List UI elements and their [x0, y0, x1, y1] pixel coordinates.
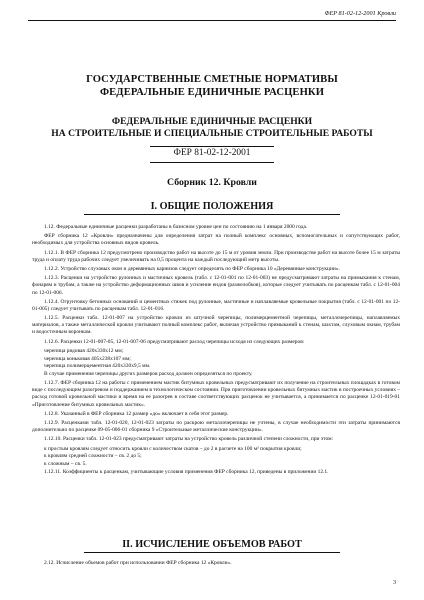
document-code: ФЕР 81-02-12-2001: [173, 148, 251, 158]
title-line-1: ГОСУДАРСТВЕННЫЕ СМЕТНЫЕ НОРМАТИВЫ: [86, 74, 338, 85]
section-1-rule: [84, 214, 340, 215]
complexity-item: к кровлям средней сложности – св. 2 до 5;: [44, 453, 142, 460]
section-1-body: [32, 224, 400, 478]
paragraph: 1.12.10. Расценки табл. 12-01-023 предусматривают затраты на устройство кровель различной степени сложности, при этом:: [44, 436, 334, 443]
section-1-heading: I. ОБЩИЕ ПОЛОЖЕНИЯ: [150, 201, 274, 212]
paragraph: 1.12.11. Коэффициенты к расценкам, учитывающие условия применения ФЕР сборника 12, приведены в приложении 12.1.: [44, 468, 329, 475]
title-line-3: ФЕДЕРАЛЬНЫЕ ЕДИНИЧНЫЕ РАСЦЕНКИ: [111, 116, 313, 127]
paragraph: 1.12.2. Устройство слуховых окон и деревянных карнизов следует определять по ФЕР сборника 10 «Деревянные конструкции».: [44, 266, 340, 273]
title-line-2: ФЕДЕРАЛЬНЫЕ ЕДИНИЧНЫЕ РАСЦЕНКИ: [99, 87, 325, 98]
section-2-rule: [84, 552, 340, 553]
paragraph: В случае применения черепицы других размеров расход должен определяться по проекту.: [44, 370, 253, 377]
size-item: черепица полимерцементная 420х330х9,5 мм.: [44, 363, 151, 370]
page-number: 3: [393, 580, 396, 586]
complexity-item: к простым кровлям следует относить кровли с количеством скатов – до 2 в расчете на 100 м² покрытия кровли;: [44, 445, 302, 452]
paragraph: ФЕР сборника 12 «Кровли» предназначены для определения затрат на полный комплекс основных, вспомогательных и сопутствующих работ, необходимых для устройства основных видов кровель.: [32, 233, 400, 247]
paragraph: 1.12.7. ФЕР сборника 12 на работы с применением мастик битумных кровельных предусматривают их получение на строительных площадках в готовом виде с последующим разогревом и поддержанием в технологическом состоянии. При приготовлении кровельных битумных мастик в построечных условиях – расход готовой кровельной мастики и время на ее разогрев в составе соответствующих расценок не учитывается, а принимается по расценке 12-01-019-01 «Приготовление битумных кровельных мастик».: [32, 380, 400, 408]
size-item: черепица коньковая 405х238х107 мм;: [44, 355, 131, 362]
header-rule: [28, 20, 396, 21]
code-rule-top: [150, 146, 274, 147]
complexity-item: к сложным – св. 5.: [44, 461, 87, 468]
paragraph: 1.12.9. Расценками табл. 12-01-020, 12-01-023 затраты по раскрою металлочерепицы не учтены, в случае необходимости эти затраты принимаются дополнительно по расценке 09-05-006-01 сборника 9 «Строительные металлические конструкции».: [32, 420, 400, 434]
paragraph: 1.12.6. Расценки 12-01-007-05, 12-01-007-06 предусматривают расход черепицы исходя из следующих размеров:: [44, 338, 305, 345]
paragraph: 1.12.1. В ФЕР сборника 12 предусмотрено производство работ на высоте до 15 м от уровня земли. При производстве работ на высоте более 15 м затраты труда и оплату труда рабочих следует увеличивать на 0,5 процента на каждый последующий метр высоты.: [32, 249, 400, 263]
section-2-text: 2.12. Исчисление объемов работ при использовании ФЕР сборника 12 «Кровли».: [44, 560, 232, 566]
title-line-4: НА СТРОИТЕЛЬНЫЕ И СПЕЦИАЛЬНЫЕ СТРОИТЕЛЬНЫЕ РАБОТЫ: [51, 128, 373, 139]
code-rule-bottom: [150, 162, 274, 163]
collection-title: Сборник 12. Кровли: [167, 177, 257, 188]
paragraph: 1.12.5. Расценки табл. 12-01-007 на устройство кровли из штучной черепицы, полимерцементной черепицы, металлочерепицы, наплавляемых материалов, а также металлической кровли учитывают полный комплекс работ, включая устройство примыканий к стенам, шахтам, слуховым окнам, трубам и водосточным воронкам.: [32, 315, 400, 336]
paragraph: 1.12.8. Указанный в ФЕР сборника 12 размер «до» включает в себя этот размер.: [44, 410, 229, 417]
size-item: черепица рядовая 420х330х12 мм;: [44, 347, 124, 354]
running-header: ФЕР 81-02-12-2001 Кровли: [324, 10, 396, 17]
section-2-heading: II. ИСЧИСЛЕНИЕ ОБЪЕМОВ РАБОТ: [122, 539, 302, 550]
sub-title: [0, 116, 424, 140]
main-title: [0, 73, 424, 99]
paragraph: 1.12.3. Расценки на устройство рулонных и мастичных кровель (табл. с 12-01-001 по 12-01-003) не предусматривают затраты на примыкания к стенам, фонарям и трубам, а также на устройство деформационных швов и усиление ендов (разжелобков), которые следует учитывать по расценкам табл. с 12-01-004 по 12-01-006.: [32, 275, 400, 296]
paragraph: 1.12.4. Огрунтовку бетонных оснований и цементных стяжек под рулонные, мастичные и наплавляемые кровельные покрытия (табл. с 12-01-001 по 12-01-005) следует учитывать по расценкам табл. 12-01-016.: [32, 298, 400, 312]
paragraph: 1.12. Федеральные единичные расценки разработаны в базисном уровне цен по состоянию на 1 января 2000 года.: [44, 224, 308, 230]
